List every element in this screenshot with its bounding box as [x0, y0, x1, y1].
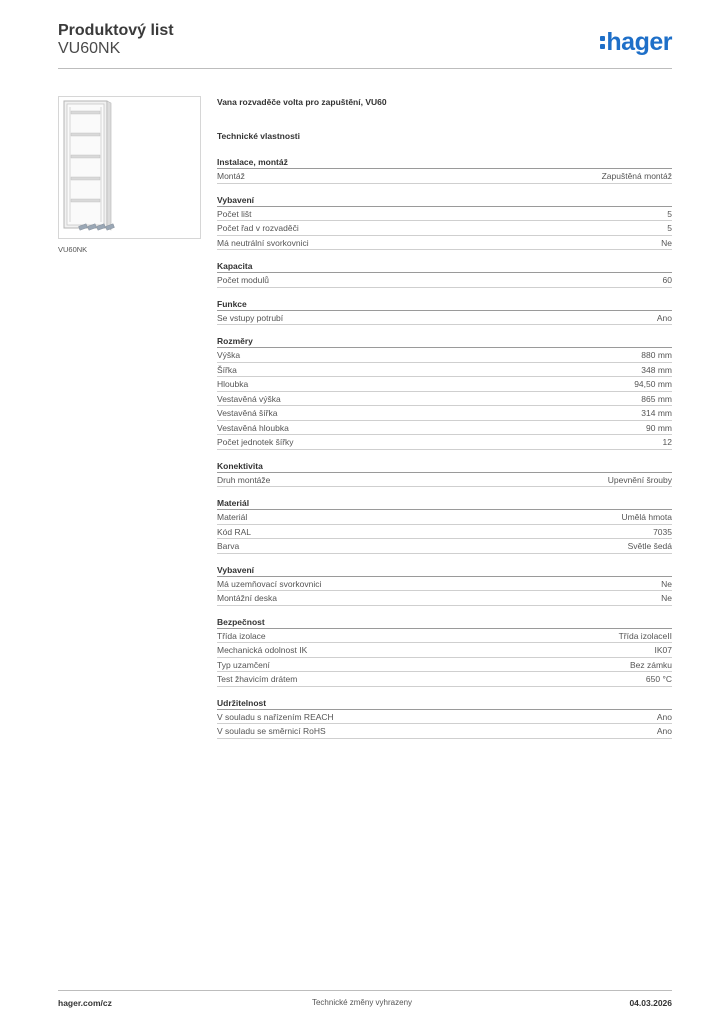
footer-divider	[58, 990, 672, 991]
spec-row	[217, 392, 672, 407]
spec-label: Test žhavicím drátem	[217, 674, 298, 684]
spec-value: Upevnění šrouby	[607, 474, 672, 485]
spec-value: Ne	[661, 593, 672, 603]
spec-label: V souladu se směrnicí RoHS	[217, 726, 326, 736]
spec-value: 5	[667, 208, 672, 219]
spec-value: Ne	[661, 237, 672, 248]
spec-row	[217, 311, 672, 326]
section-title: Vybavení	[217, 564, 672, 577]
spec-value: 94,50 mm	[634, 379, 672, 389]
spec-label: Typ uzamčení	[217, 659, 270, 670]
spec-label: Druh montáže	[217, 474, 271, 485]
spec-value: 90 mm	[646, 422, 672, 433]
spec-label: Počet modulů	[217, 275, 269, 285]
spec-label: Výška	[217, 350, 241, 360]
logo-text: hager	[606, 27, 672, 56]
section-title: Bezpečnost	[217, 616, 672, 629]
spec-row	[217, 207, 672, 222]
logo-colon-icon	[600, 34, 605, 50]
spec-value: IK07	[654, 645, 672, 655]
spec-section	[217, 616, 672, 687]
spec-row	[217, 363, 672, 378]
spec-row	[217, 421, 672, 436]
document-title: Produktový list	[58, 22, 174, 39]
section-title: Funkce	[217, 298, 672, 311]
footer-date: 04.03.2026	[629, 998, 672, 1008]
spec-value: 12	[662, 437, 672, 447]
spec-value: 60	[662, 275, 672, 285]
spec-value: Světle šedá	[627, 541, 672, 551]
spec-label: Vestavěná šířka	[217, 408, 278, 418]
spec-section	[217, 194, 672, 251]
section-title: Udržitelnost	[217, 697, 672, 710]
product-code: VU60NK	[58, 40, 121, 57]
spec-row	[217, 473, 672, 488]
spec-label: Vestavěná výška	[217, 393, 281, 404]
section-title: Konektivita	[217, 460, 672, 473]
product-name: Vana rozvaděče volta pro zapuštění, VU60	[217, 97, 387, 107]
section-title: Rozměry	[217, 335, 672, 348]
distribution-board-illustration	[59, 97, 200, 238]
spec-row	[217, 377, 672, 392]
spec-row	[217, 672, 672, 687]
spec-section	[217, 298, 672, 326]
spec-label: Má uzemňovací svorkovnici	[217, 578, 322, 589]
spec-value: Třída izolaceII	[618, 630, 672, 641]
header-divider	[58, 68, 672, 69]
spec-label: Montáž	[217, 171, 245, 181]
spec-label: Počet lišt	[217, 208, 252, 219]
spec-label: Se vstupy potrubí	[217, 312, 284, 323]
hager-logo	[600, 28, 672, 56]
spec-section	[217, 497, 672, 554]
spec-label: Počet řad v rozvaděči	[217, 223, 299, 233]
spec-row	[217, 643, 672, 658]
spec-label: Barva	[217, 541, 240, 551]
spec-row	[217, 236, 672, 251]
spec-row	[217, 539, 672, 554]
spec-row	[217, 406, 672, 421]
footer-note: Technické změny vyhrazeny	[311, 998, 413, 1007]
spec-value: 650 °C	[645, 674, 672, 684]
spec-label: Hloubka	[217, 379, 249, 389]
technical-properties-title: Technické vlastnosti	[217, 131, 300, 141]
spec-label: Materiál	[217, 512, 248, 522]
spec-row	[217, 525, 672, 540]
spec-row	[217, 273, 672, 288]
section-title: Materiál	[217, 497, 672, 510]
spec-value: 5	[667, 223, 672, 233]
section-title: Vybavení	[217, 194, 672, 207]
spec-row	[217, 629, 672, 644]
spec-label: Mechanická odolnost IK	[217, 645, 308, 655]
spec-section	[217, 260, 672, 288]
footer-website[interactable]: hager.com/cz	[58, 998, 112, 1008]
spec-section	[217, 156, 672, 184]
spec-row	[217, 658, 672, 673]
spec-value: 314 mm	[641, 408, 672, 418]
spec-row	[217, 435, 672, 450]
spec-row	[217, 577, 672, 592]
spec-value: Umělá hmota	[621, 512, 672, 522]
spec-value: Ano	[656, 312, 672, 323]
spec-value: Ano	[656, 726, 672, 736]
spec-section	[217, 335, 672, 450]
spec-section	[217, 564, 672, 606]
spec-label: Třída izolace	[217, 630, 266, 641]
page-header	[58, 22, 672, 68]
spec-section	[217, 697, 672, 739]
spec-label: Vestavěná hloubka	[217, 422, 289, 433]
spec-label: Šířka	[217, 364, 237, 375]
spec-row	[217, 591, 672, 606]
spec-row	[217, 348, 672, 363]
spec-value: 348 mm	[641, 364, 672, 375]
spec-label: V souladu s nařízením REACH	[217, 711, 334, 722]
spec-label: Montážní deska	[217, 593, 278, 603]
spec-value: Zapuštěná montáž	[601, 171, 672, 181]
spec-value: Bez zámku	[629, 659, 672, 670]
spec-section	[217, 460, 672, 488]
spec-row	[217, 169, 672, 184]
section-title: Kapacita	[217, 260, 672, 273]
spec-label: Kód RAL	[217, 526, 252, 537]
spec-row	[217, 510, 672, 525]
spec-value: Ne	[661, 578, 672, 589]
spec-row	[217, 724, 672, 739]
section-title: Instalace, montáž	[217, 156, 672, 169]
spec-value: 880 mm	[641, 350, 672, 360]
spec-sections	[217, 156, 672, 739]
spec-value: Ano	[656, 711, 672, 722]
spec-row	[217, 710, 672, 725]
image-caption: VU60NK	[58, 245, 88, 254]
spec-row	[217, 221, 672, 236]
spec-value: 865 mm	[641, 393, 672, 404]
distribution-board-tub-image	[58, 96, 201, 239]
spec-label: Má neutrální svorkovnici	[217, 237, 309, 248]
spec-label: Počet jednotek šířky	[217, 437, 294, 447]
spec-value: 7035	[653, 526, 672, 537]
